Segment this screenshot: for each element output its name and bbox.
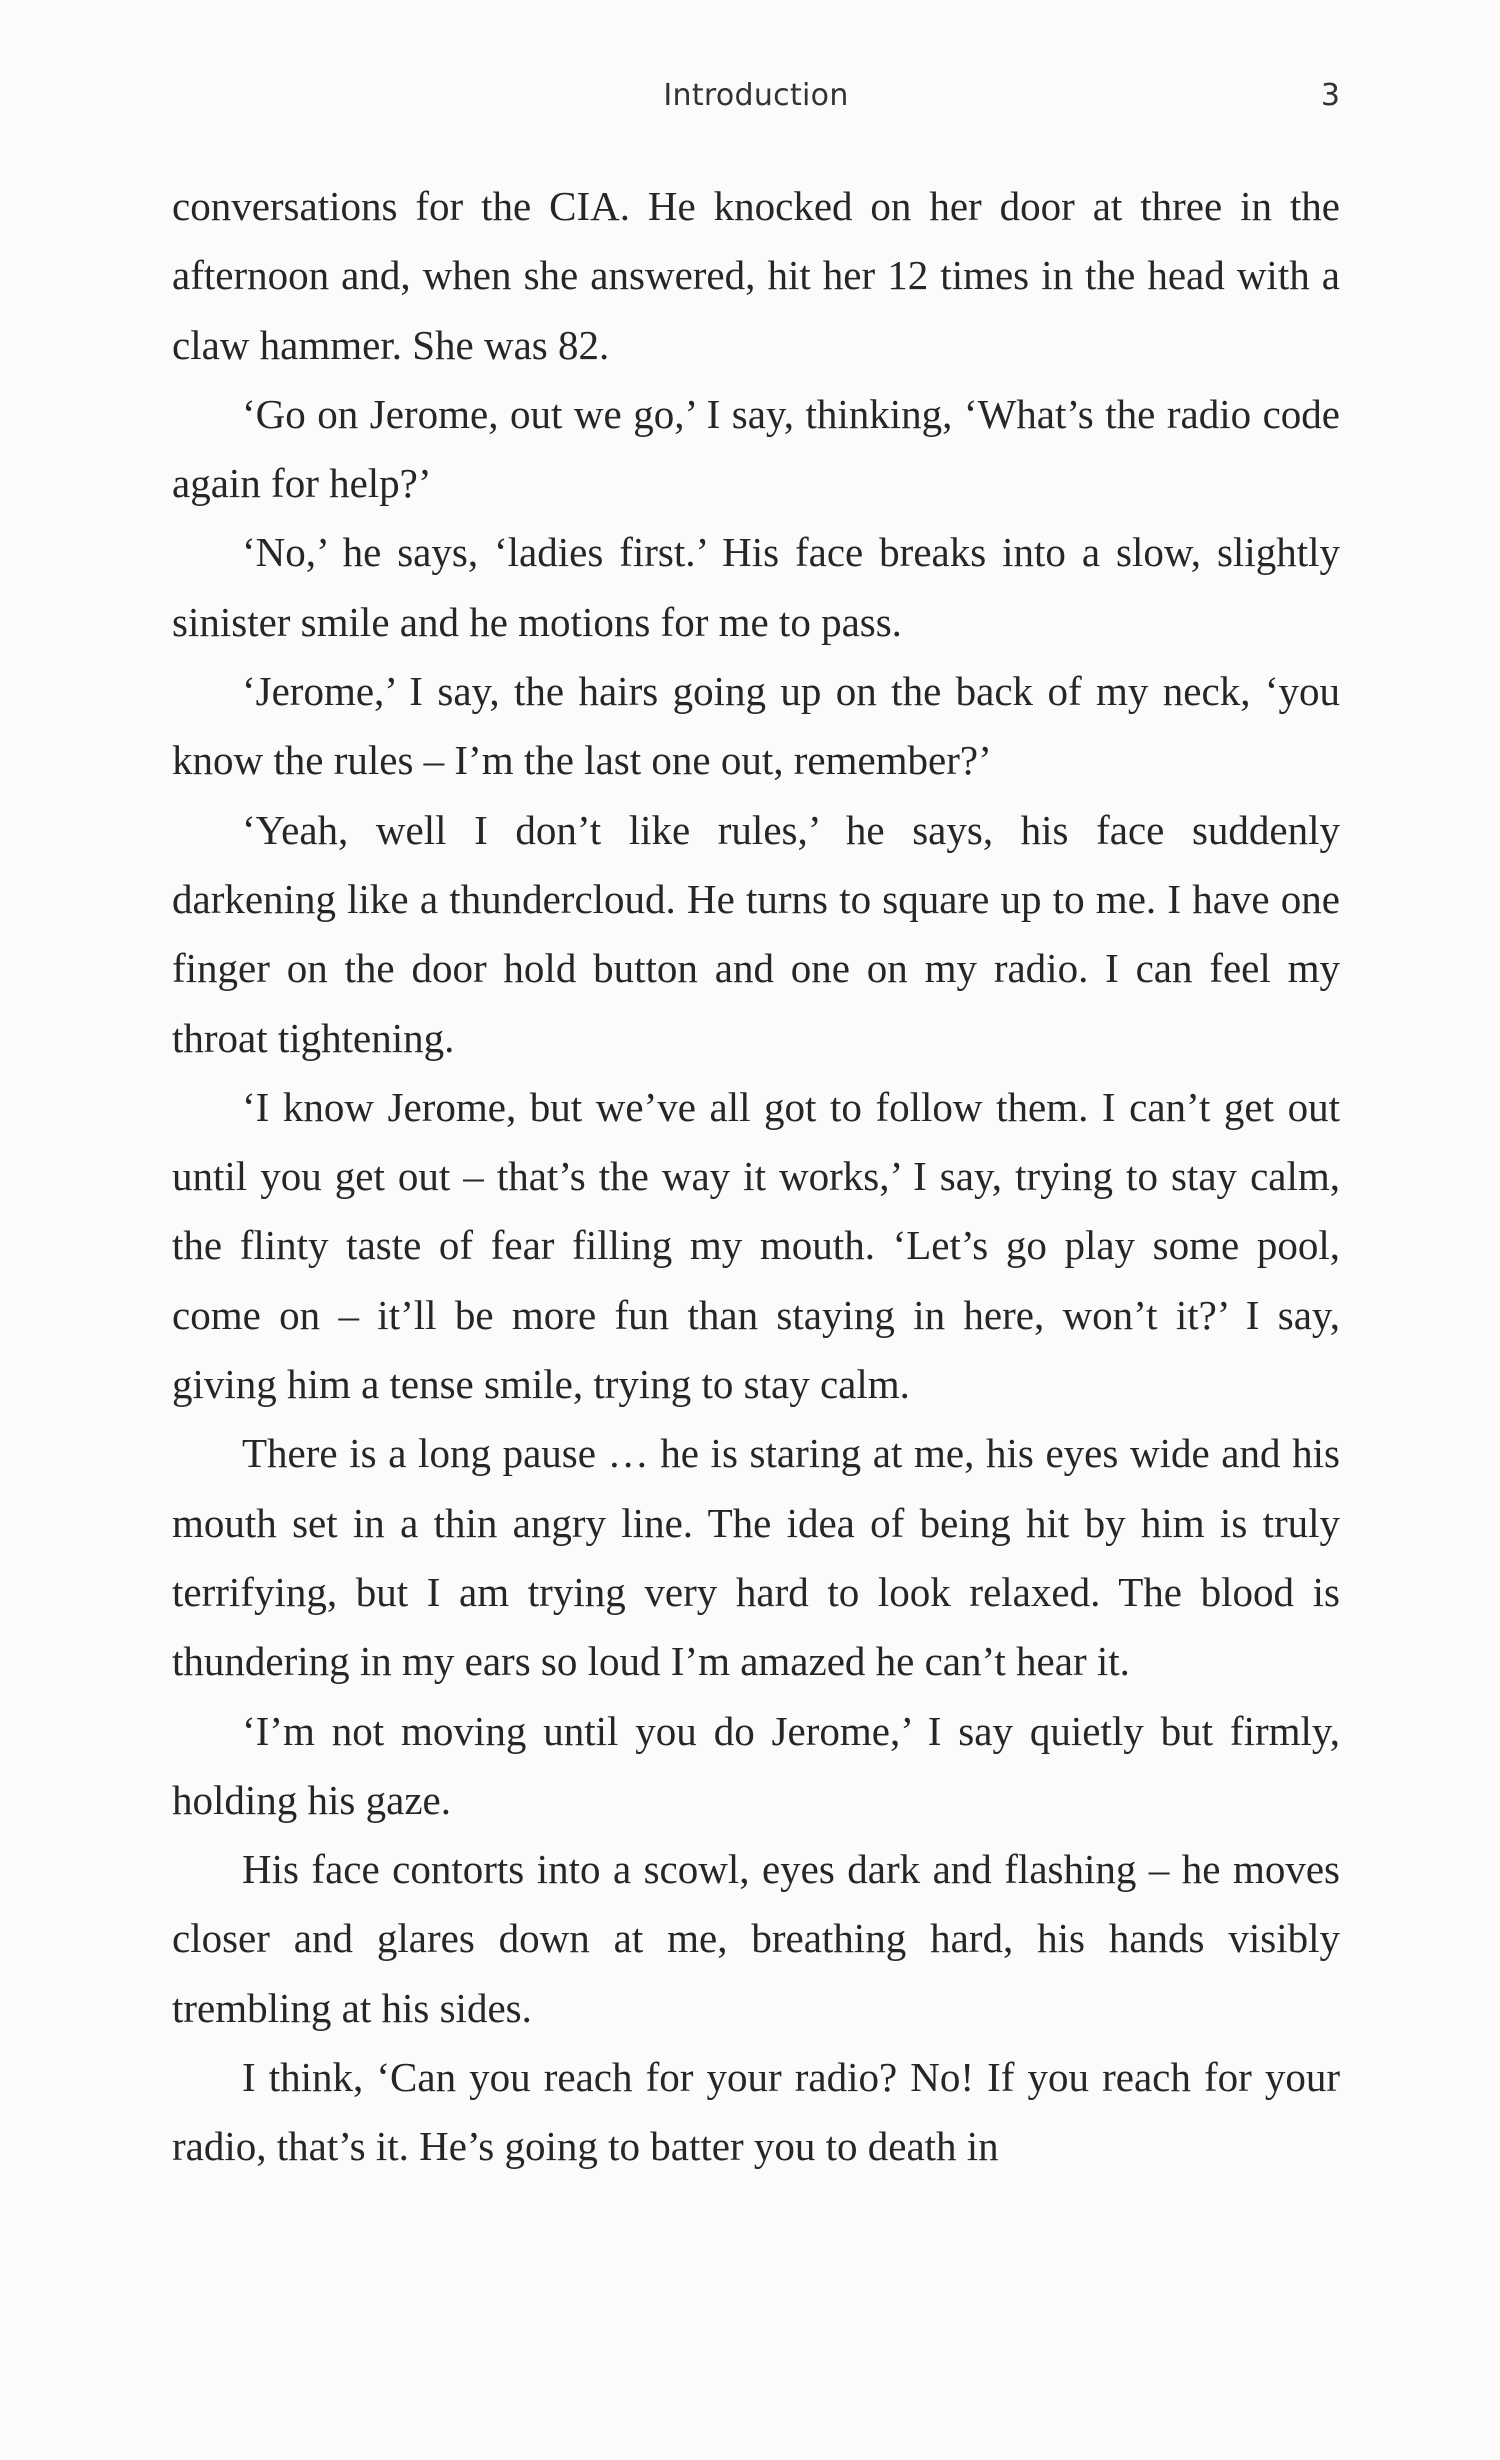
- paragraph-continued: conversations for the CIA. He knocked on her door at three in the afternoon and, when she answered, hit her 12 times in the head with a claw hammer. She was 82.: [172, 183, 1340, 368]
- running-head: [172, 78, 1340, 122]
- paragraph: There is a long pause … he is staring at me, his eyes wide and his mouth set in a thin angry line. The idea of being hit by him is truly terrifying, but I am trying very hard to look relaxed. The blood is thundering in my ears so loud I’m amazed he can’t hear it.: [172, 1430, 1340, 1685]
- paragraph: His face contorts into a scowl, eyes dark and flashing – he moves closer and glares down at me, breathing hard, his hands visibly trembling at his sides.: [172, 1846, 1340, 2031]
- section-title: Introduction: [663, 78, 849, 113]
- page-number: 3: [1320, 78, 1340, 113]
- paragraph: ‘No,’ he says, ‘ladies first.’ His face breaks into a slow, slightly sinister smile and he motions for me to pass.: [172, 529, 1340, 645]
- paragraph: I think, ‘Can you reach for your radio? No! If you reach for your radio, that’s it. He’s going to batter you to death in: [172, 2054, 1340, 2170]
- paragraph: ‘Yeah, well I don’t like rules,’ he says, his face suddenly darkening like a thundercloud. He turns to square up to me. I have one finger on the door hold button and one on my radio. I can feel my throat tightening.: [172, 806, 1340, 1061]
- paragraph: ‘Go on Jerome, out we go,’ I say, thinking, ‘What’s the radio code again for help?’: [172, 390, 1340, 507]
- paragraph: ‘I’m not moving until you do Jerome,’ I say quietly but firmly, holding his gaze.: [172, 1707, 1340, 1823]
- paragraph: ‘Jerome,’ I say, the hairs going up on the back of my neck, ‘you know the rules – I’m the last one out, remember?’: [172, 668, 1340, 784]
- body-text: [172, 172, 1340, 2182]
- paragraph: ‘I know Jerome, but we’ve all got to follow them. I can’t get out until you get out – that’s the way it works,’ I say, trying to stay calm, the flinty taste of fear filling my mouth. ‘Let’s go play some pool, come on – it’ll be more fun than staying in here, won’t it?’ I say, giving him a tense smile, trying to stay calm.: [172, 1083, 1340, 1408]
